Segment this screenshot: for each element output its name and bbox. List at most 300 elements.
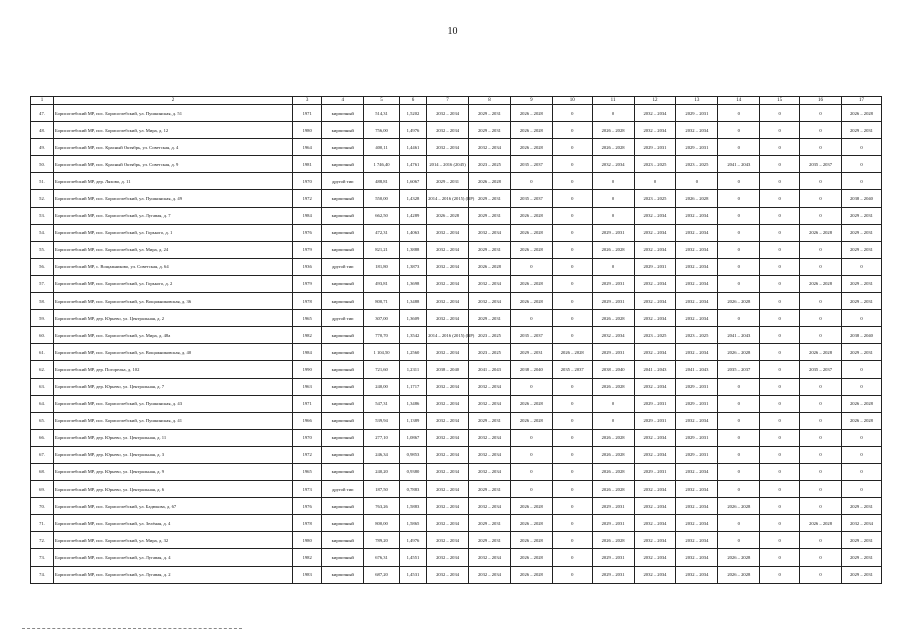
table-cell: 0 [760, 173, 800, 190]
table-cell: кирпичный [322, 429, 364, 446]
column-number-17: 17 [841, 97, 881, 105]
table-cell: 2032 – 2034 [676, 515, 718, 532]
table-cell: 0 [841, 378, 881, 395]
table-cell: 0 [760, 122, 800, 139]
table-cell: 756,00 [364, 122, 400, 139]
table-cell: 2023 – 2025 [676, 156, 718, 173]
table-cell: 246,34 [364, 446, 400, 463]
table-cell: 1983 [292, 566, 321, 583]
table-cell: 1,5202 [399, 105, 426, 122]
table-cell: 514,31 [364, 105, 400, 122]
table-row [31, 361, 882, 378]
table-cell: кирпичный [322, 105, 364, 122]
table-cell: 1990 [292, 361, 321, 378]
table-cell: 0 [718, 173, 760, 190]
row-number: 63. [31, 378, 54, 395]
table-cell: 770,70 [364, 327, 400, 344]
table-cell: 2026 – 2028 [676, 190, 718, 207]
table-cell: 240,20 [364, 463, 400, 480]
table-cell: 2029 – 2031 [592, 344, 634, 361]
table-cell: 0 [552, 327, 592, 344]
table-cell: 0 [552, 532, 592, 549]
address-cell: Борисоглебский МР, дер. Погорелка, д. 102 [54, 361, 293, 378]
table-cell: 1984 [292, 344, 321, 361]
table-cell: 2032 – 2034 [634, 224, 676, 241]
table-cell: 0 [552, 293, 592, 310]
row-number: 52. [31, 190, 54, 207]
table-cell: 2026 – 2028 [841, 105, 881, 122]
table-cell: 2026 – 2028 [592, 241, 634, 258]
table-cell: 1984 [292, 207, 321, 224]
table-cell: 2032 – 2034 [469, 463, 511, 480]
table-cell: 0 [718, 395, 760, 412]
table-cell: 2038 – 2040 [841, 327, 881, 344]
table-cell: 0 [800, 412, 842, 429]
table-cell: 1,3486 [399, 395, 426, 412]
row-number: 66. [31, 429, 54, 446]
table-cell: 2032 – 2034 [634, 429, 676, 446]
table-cell: 1,3609 [399, 310, 426, 327]
table-cell: 2026 – 2028 [469, 173, 511, 190]
table-cell: 2038 – 2040 [841, 190, 881, 207]
column-number-13: 13 [676, 97, 718, 105]
table-cell: 2023 – 2025 [634, 190, 676, 207]
table-cell: 0,9380 [399, 463, 426, 480]
address-cell: Борисоглебский МР, дер. Ляхово, д. 11 [54, 173, 293, 190]
table-cell: кирпичный [322, 498, 364, 515]
table-cell: 0 [718, 275, 760, 292]
table-cell: 0 [760, 310, 800, 327]
table-cell: 0 [592, 412, 634, 429]
table-cell: 2032 – 2034 [427, 463, 469, 480]
table-cell: 2023 – 2025 [469, 344, 511, 361]
table-cell: 1963 [292, 378, 321, 395]
row-number: 64. [31, 395, 54, 412]
table-cell: 1972 [292, 446, 321, 463]
table-cell: 2032 – 2034 [469, 395, 511, 412]
table-cell: 277,10 [364, 429, 400, 446]
table-cell: 821,21 [364, 241, 400, 258]
table-cell: 0 [841, 258, 881, 275]
table-cell: 0 [718, 139, 760, 156]
table-cell: 1,3488 [399, 293, 426, 310]
table-cell: 2032 – 2034 [634, 498, 676, 515]
table-cell: 2029 – 2031 [841, 224, 881, 241]
table-cell: 0 [800, 105, 842, 122]
table-cell: 0 [800, 532, 842, 549]
table-cell: 0 [841, 310, 881, 327]
table-cell: 2026 – 2028 [800, 515, 842, 532]
table-row [31, 532, 882, 549]
table-cell: 2026 – 2028 [718, 566, 760, 583]
table-row [31, 498, 882, 515]
table-cell: 800,00 [364, 515, 400, 532]
table-row [31, 463, 882, 480]
table-cell: 1970 [292, 173, 321, 190]
table-cell: 721,60 [364, 361, 400, 378]
table-cell: 0 [552, 429, 592, 446]
table-cell: другой тип [322, 173, 364, 190]
table-cell: 1,4551 [399, 549, 426, 566]
table-cell: 2032 – 2034 [427, 566, 469, 583]
table-cell: 1,1717 [399, 378, 426, 395]
table-row [31, 139, 882, 156]
table-cell: 2032 – 2034 [469, 446, 511, 463]
table-cell: 2032 – 2034 [634, 515, 676, 532]
table-cell: 550,00 [364, 190, 400, 207]
table-cell: 0 [552, 275, 592, 292]
table-cell: 0 [592, 207, 634, 224]
table-cell: 2032 – 2034 [634, 105, 676, 122]
table-cell: кирпичный [322, 327, 364, 344]
table-cell: 2029 – 2031 [841, 122, 881, 139]
table-cell: 2026 – 2028 [592, 481, 634, 498]
address-cell: Борисоглебский МР, дер. Юрьево, ул. Центральная, д. 2 [54, 310, 293, 327]
table-cell: 2029 – 2031 [841, 241, 881, 258]
table-cell: 0 [760, 224, 800, 241]
table-cell: 0 [800, 549, 842, 566]
table-row [31, 105, 882, 122]
table-cell: 2032 – 2034 [427, 258, 469, 275]
table-cell: 0 [800, 463, 842, 480]
table-cell: 2029 – 2031 [634, 395, 676, 412]
table-cell: 0 [760, 429, 800, 446]
table-cell: 0 [510, 258, 552, 275]
table-cell: 0 [800, 429, 842, 446]
column-number-2: 2 [54, 97, 293, 105]
table-cell: 0 [552, 310, 592, 327]
address-cell: Борисоглебский МР, пос. Борисоглебский, ул. Пушкинская, д. 49 [54, 190, 293, 207]
table-cell: 0 [800, 566, 842, 583]
row-number: 71. [31, 515, 54, 532]
table-cell: 0 [634, 173, 676, 190]
table-cell: 2032 – 2034 [427, 310, 469, 327]
table-cell: 0 [592, 395, 634, 412]
register-table [30, 96, 882, 584]
table-cell: 1965 [292, 310, 321, 327]
table-cell: 0 [552, 105, 592, 122]
table-cell: 2035 – 2037 [718, 361, 760, 378]
table-cell: 0 [510, 481, 552, 498]
table-cell: кирпичный [322, 156, 364, 173]
table-cell: 0 [718, 412, 760, 429]
table-cell: 800,71 [364, 293, 400, 310]
table-cell: 2032 – 2034 [676, 310, 718, 327]
table-cell: 2032 – 2034 [592, 156, 634, 173]
table-cell: 488,81 [364, 173, 400, 190]
table-cell: 2029 – 2031 [592, 549, 634, 566]
table-cell: 2026 – 2028 [718, 293, 760, 310]
table-row [31, 207, 882, 224]
table-cell: 1982 [292, 327, 321, 344]
table-cell: 2026 – 2028 [469, 258, 511, 275]
table-cell: 2032 – 2034 [634, 122, 676, 139]
table-cell: 2014 – 2016 (2015) (ВР) [427, 327, 469, 344]
table-cell: 0 [800, 395, 842, 412]
table-cell: 0 [552, 412, 592, 429]
table-cell: 472,31 [364, 224, 400, 241]
table-cell: 2023 – 2025 [634, 156, 676, 173]
table-cell: 2038 – 2040 [592, 361, 634, 378]
table-cell: 0 [510, 463, 552, 480]
table-cell: 1979 [292, 275, 321, 292]
table-cell: 2032 – 2034 [427, 344, 469, 361]
table-row [31, 293, 882, 310]
table-cell: 2026 – 2028 [718, 498, 760, 515]
table-cell: 2032 – 2034 [676, 532, 718, 549]
table-cell: 2032 – 2034 [634, 241, 676, 258]
table-cell: кирпичный [322, 361, 364, 378]
table-cell: 0 [800, 446, 842, 463]
table-cell: 2023 – 2025 [469, 327, 511, 344]
table-row [31, 122, 882, 139]
table-cell: 2032 – 2034 [469, 275, 511, 292]
table-cell: 2032 – 2034 [427, 275, 469, 292]
table-cell: 2026 – 2028 [718, 549, 760, 566]
table-cell: 0 [800, 378, 842, 395]
table-cell: 2026 – 2028 [592, 446, 634, 463]
address-cell: Борисоглебский МР, пос. Борисоглебский, ул. Пушкинская, д. 51 [54, 105, 293, 122]
table-cell: 0 [760, 327, 800, 344]
address-cell: Борисоглебский МР, дер. Юрьево, ул. Центральная, д. 11 [54, 429, 293, 446]
address-cell: Борисоглебский МР, дер. Юрьево, ул. Центральная, д. 9 [54, 463, 293, 480]
table-cell: 2026 – 2028 [552, 344, 592, 361]
column-number-16: 16 [800, 97, 842, 105]
address-cell: Борисоглебский МР, пос. Борисоглебский, ул. Бадюкова, д. 67 [54, 498, 293, 515]
column-number-7: 7 [427, 97, 469, 105]
table-cell: 2029 – 2031 [841, 207, 881, 224]
table-cell: 2032 – 2034 [427, 412, 469, 429]
table-row [31, 412, 882, 429]
table-cell: 2032 – 2034 [676, 207, 718, 224]
table-cell: 687,20 [364, 566, 400, 583]
table-cell: 2029 – 2031 [592, 498, 634, 515]
table-cell: 0 [800, 293, 842, 310]
table-row [31, 275, 882, 292]
row-number: 69. [31, 481, 54, 498]
table-cell: 0 [718, 378, 760, 395]
table-cell: 2029 – 2031 [841, 275, 881, 292]
table-row [31, 344, 882, 361]
table-cell: 2014 – 2016 (2015) (ВР) [427, 190, 469, 207]
table-cell: 2032 – 2034 [676, 412, 718, 429]
table-cell: 2029 – 2031 [634, 463, 676, 480]
table-cell: 0 [552, 481, 592, 498]
table-cell: 676,31 [364, 549, 400, 566]
table-cell: 1,4328 [399, 190, 426, 207]
table-cell: кирпичный [322, 515, 364, 532]
table-cell: 2032 – 2034 [676, 463, 718, 480]
table-cell: 2029 – 2031 [841, 566, 881, 583]
table-cell: 2026 – 2028 [510, 395, 552, 412]
table-row [31, 190, 882, 207]
table-cell: 2032 – 2034 [634, 549, 676, 566]
table-cell: 2032 – 2034 [469, 224, 511, 241]
table-row [31, 395, 882, 412]
table-cell: 1972 [292, 190, 321, 207]
table-cell: 539,94 [364, 412, 400, 429]
table-cell: другой тип [322, 258, 364, 275]
table-cell: 0 [718, 122, 760, 139]
table-cell: 2032 – 2034 [427, 395, 469, 412]
table-cell: кирпичный [322, 395, 364, 412]
table-cell: 0 [510, 310, 552, 327]
table-cell: 2032 – 2034 [469, 139, 511, 156]
table-cell: 2041 – 2043 [718, 156, 760, 173]
table-cell: 0 [760, 463, 800, 480]
table-cell: 2029 – 2031 [676, 395, 718, 412]
table-cell: 1,0867 [399, 429, 426, 446]
table-cell: 1,5883 [399, 498, 426, 515]
row-number: 49. [31, 139, 54, 156]
address-cell: Борисоглебский МР, дер. Юрьево, ул. Центральная, д. 3 [54, 446, 293, 463]
table-cell: 1,3542 [399, 327, 426, 344]
table-cell: 2032 – 2034 [676, 498, 718, 515]
address-cell: Борисоглебский МР, пос. Борисоглебский, ул. Вощажниковская, д. 40 [54, 344, 293, 361]
table-row [31, 327, 882, 344]
row-number: 65. [31, 412, 54, 429]
table-cell: 2029 – 2031 [469, 310, 511, 327]
table-cell: 0 [510, 378, 552, 395]
table-cell: 789,20 [364, 532, 400, 549]
table-header-row [31, 97, 882, 105]
table-cell: 0 [760, 361, 800, 378]
table-cell: 2032 – 2034 [427, 122, 469, 139]
table-cell: 0 [800, 173, 842, 190]
table-cell: 187,50 [364, 481, 400, 498]
table-cell: кирпичный [322, 241, 364, 258]
table-cell: 2041 – 2043 [634, 361, 676, 378]
address-cell: Борисоглебский МР, пос. Борисоглебский, ул. Пушкинская, д. 43 [54, 395, 293, 412]
table-cell: 1979 [292, 241, 321, 258]
table-cell: 1981 [292, 156, 321, 173]
table-cell: 2029 – 2031 [510, 344, 552, 361]
footer-marks [22, 628, 242, 632]
table-cell: 0 [760, 532, 800, 549]
table-cell: 0 [760, 446, 800, 463]
table-cell: кирпичный [322, 412, 364, 429]
table-cell: 0 [676, 173, 718, 190]
table-cell: 0 [760, 395, 800, 412]
table-cell: 2032 – 2034 [676, 549, 718, 566]
table-cell: 2032 – 2034 [841, 515, 881, 532]
table-row [31, 566, 882, 583]
table-cell: 2026 – 2028 [592, 310, 634, 327]
table-cell: 2029 – 2031 [676, 105, 718, 122]
table-cell: 0 [760, 139, 800, 156]
table-cell: кирпичный [322, 344, 364, 361]
table-cell: 1965 [292, 463, 321, 480]
table-cell: 2032 – 2034 [676, 566, 718, 583]
table-cell: 2032 – 2034 [634, 378, 676, 395]
table-cell: 2026 – 2028 [510, 549, 552, 566]
table-cell: 2029 – 2031 [469, 481, 511, 498]
page-number: 10 [447, 26, 458, 37]
table-cell: 2032 – 2034 [427, 549, 469, 566]
table-cell: 2029 – 2031 [469, 412, 511, 429]
table-cell: 0 [841, 463, 881, 480]
table-cell: 0 [760, 293, 800, 310]
table-cell: 0 [718, 463, 760, 480]
table-cell: 0 [510, 429, 552, 446]
address-cell: Борисоглебский МР, дер. Юрьево, ул. Центральная, д. 7 [54, 378, 293, 395]
table-cell: 2032 – 2034 [676, 258, 718, 275]
table-row [31, 446, 882, 463]
table-cell: 2026 – 2028 [510, 515, 552, 532]
table-cell: 0 [552, 446, 592, 463]
table-cell: 1,1389 [399, 412, 426, 429]
table-cell: 2041 – 2043 [469, 361, 511, 378]
table-cell: 2026 – 2028 [510, 566, 552, 583]
table-cell: 2032 – 2034 [427, 429, 469, 446]
table-cell: 2026 – 2028 [510, 293, 552, 310]
table-cell: 1,4063 [399, 224, 426, 241]
table-cell: 2032 – 2034 [634, 293, 676, 310]
table-cell: 0 [841, 139, 881, 156]
table-cell: 1964 [292, 139, 321, 156]
table-cell: 0 [552, 395, 592, 412]
table-cell: 0 [760, 378, 800, 395]
table-cell: 2026 – 2028 [510, 207, 552, 224]
table-cell: 493,81 [364, 275, 400, 292]
row-number: 60. [31, 327, 54, 344]
table-cell: 0 [760, 190, 800, 207]
address-cell: Борисоглебский МР, пос. Борисоглебский, ул. Пушкинская, д. 41 [54, 412, 293, 429]
table-cell: 1,4289 [399, 207, 426, 224]
table-cell: 2029 – 2031 [634, 258, 676, 275]
row-number: 53. [31, 207, 54, 224]
table-cell: кирпичный [322, 122, 364, 139]
table-cell: 0 [800, 310, 842, 327]
table-row [31, 429, 882, 446]
table-cell: 1,4461 [399, 139, 426, 156]
table-cell: 2032 – 2034 [676, 122, 718, 139]
table-cell: 1966 [292, 412, 321, 429]
table-cell: 2029 – 2031 [469, 122, 511, 139]
table-cell: кирпичный [322, 446, 364, 463]
address-cell: Борисоглебский МР, пос. Борисоглебский, ул. Лугавая, д. 7 [54, 207, 293, 224]
table-cell: 2026 – 2028 [427, 207, 469, 224]
table-row [31, 378, 882, 395]
table-cell: 0 [800, 258, 842, 275]
table-cell: 2032 – 2034 [634, 344, 676, 361]
table-cell: 2026 – 2028 [510, 498, 552, 515]
table-cell: 0 [760, 156, 800, 173]
table-cell: 0 [592, 258, 634, 275]
table-cell: 2029 – 2031 [841, 532, 881, 549]
table-cell: 2032 – 2034 [427, 532, 469, 549]
column-number-8: 8 [469, 97, 511, 105]
table-row [31, 549, 882, 566]
table-cell: 1 104,50 [364, 344, 400, 361]
table-cell: 2038 – 2040 [510, 361, 552, 378]
table-cell: 2032 – 2034 [676, 293, 718, 310]
table-cell: 0 [760, 481, 800, 498]
row-number: 59. [31, 310, 54, 327]
table-cell: 2029 – 2031 [634, 412, 676, 429]
row-number: 51. [31, 173, 54, 190]
table-cell: 0 [552, 258, 592, 275]
table-row [31, 481, 882, 498]
table-cell: 1936 [292, 258, 321, 275]
table-cell: 1,3698 [399, 275, 426, 292]
table-cell: 0 [841, 446, 881, 463]
row-number: 55. [31, 241, 54, 258]
table-cell: 2026 – 2028 [800, 344, 842, 361]
table-cell: 2041 – 2043 [676, 361, 718, 378]
table-cell: 2032 – 2034 [469, 498, 511, 515]
table-cell: 0 [760, 344, 800, 361]
